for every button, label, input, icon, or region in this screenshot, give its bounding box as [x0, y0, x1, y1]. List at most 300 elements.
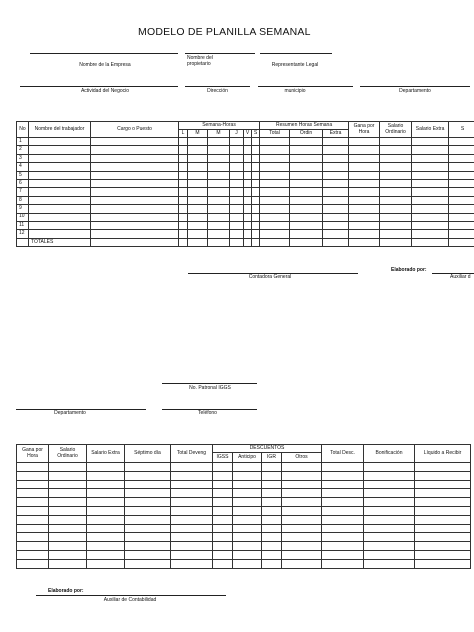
- table-cell: [29, 138, 91, 146]
- table-row: [17, 213, 474, 221]
- table-cell: [87, 463, 125, 472]
- table-cell: [171, 524, 213, 533]
- table-row: [17, 463, 471, 472]
- table-cell: [17, 489, 49, 498]
- table-cell: [230, 146, 244, 154]
- table-cell: [349, 146, 380, 154]
- table-cell: [29, 188, 91, 196]
- table-cell: [322, 533, 364, 542]
- table-cell: [87, 480, 125, 489]
- table-cell: [125, 489, 171, 498]
- col-septimo: Séptimo día: [125, 445, 171, 463]
- table-cell: [230, 188, 244, 196]
- table-cell: [364, 524, 415, 533]
- table-cell: [213, 559, 233, 568]
- table-cell: [282, 498, 322, 507]
- table-cell: [260, 205, 290, 213]
- col-gana-hora: Gana por Hora: [349, 122, 380, 138]
- table-cell: [290, 230, 323, 238]
- table-cell: [188, 171, 208, 179]
- table-cell: [290, 154, 323, 162]
- table-cell: [244, 146, 252, 154]
- table-cell: [171, 515, 213, 524]
- table-cell: [208, 230, 230, 238]
- table-row: [17, 559, 471, 568]
- table-cell: [415, 489, 471, 498]
- table-cell: [188, 205, 208, 213]
- table-cell: [208, 154, 230, 162]
- table-cell: [349, 221, 380, 229]
- hours-table: [16, 121, 474, 247]
- table-cell: [322, 506, 364, 515]
- signature-line: [20, 86, 178, 87]
- table-cell: [179, 154, 188, 162]
- table-cell: [364, 515, 415, 524]
- table-row: [17, 480, 471, 489]
- label-elaborado-2: Elaborado por:: [48, 588, 84, 594]
- table-cell: [282, 550, 322, 559]
- table-cell: [87, 524, 125, 533]
- table-cell: [188, 154, 208, 162]
- table-cell: [380, 213, 412, 221]
- table-cell: [282, 489, 322, 498]
- table-cell: [260, 154, 290, 162]
- table-cell: [188, 138, 208, 146]
- table-cell: [449, 163, 474, 171]
- table-cell: [449, 213, 474, 221]
- col-gana-hora: Gana por Hora: [17, 445, 49, 463]
- table-cell: [323, 221, 349, 229]
- table-cell: [262, 489, 282, 498]
- table-cell: [364, 506, 415, 515]
- table-cell: [230, 196, 244, 204]
- col-day: V: [244, 130, 252, 138]
- table-cell: [179, 146, 188, 154]
- table-cell: [17, 506, 49, 515]
- table-cell: [412, 163, 449, 171]
- table-cell: [415, 559, 471, 568]
- col-bonificacion: Bonificación: [364, 445, 415, 463]
- col-desc: IGSS: [213, 453, 233, 463]
- label-direccion: Dirección: [207, 88, 228, 94]
- table-cell: [322, 524, 364, 533]
- table-cell: [230, 230, 244, 238]
- table-row: [17, 533, 471, 542]
- table-cell: [233, 480, 262, 489]
- col-day: M: [188, 130, 208, 138]
- table-row: [17, 524, 471, 533]
- table-cell: [322, 480, 364, 489]
- table-cell: [244, 163, 252, 171]
- table-row: [17, 550, 471, 559]
- table-cell: [125, 550, 171, 559]
- table-cell: [233, 533, 262, 542]
- table-cell: [412, 171, 449, 179]
- table-cell: [380, 163, 412, 171]
- table-cell: [260, 171, 290, 179]
- table-cell: [364, 559, 415, 568]
- table-cell: [29, 230, 91, 238]
- table-row: [17, 163, 474, 171]
- table-cell: [91, 221, 179, 229]
- table-cell: [91, 154, 179, 162]
- table-cell: [188, 221, 208, 229]
- table-cell: [91, 163, 179, 171]
- table-cell: [260, 230, 290, 238]
- table-cell: [262, 506, 282, 515]
- table-cell: [17, 480, 49, 489]
- table-cell: [208, 179, 230, 187]
- table-cell: [87, 559, 125, 568]
- table-cell: [349, 205, 380, 213]
- table-cell: [87, 533, 125, 542]
- table-row: [17, 196, 474, 204]
- table-cell: [282, 515, 322, 524]
- table-cell: [412, 138, 449, 146]
- signature-line: [185, 86, 250, 87]
- table-cell: [323, 205, 349, 213]
- table-cell: [449, 146, 474, 154]
- table-cell: [230, 221, 244, 229]
- table-cell: [252, 213, 260, 221]
- table-cell: [349, 179, 380, 187]
- row-number: 11: [17, 221, 29, 229]
- table-cell: [230, 171, 244, 179]
- row-number: 1: [17, 138, 29, 146]
- table-cell: [125, 533, 171, 542]
- table-cell: [323, 146, 349, 154]
- table-cell: [213, 550, 233, 559]
- table-cell: [233, 515, 262, 524]
- table-cell: [322, 463, 364, 472]
- table-cell: [415, 463, 471, 472]
- col-day: J: [230, 130, 244, 138]
- table-cell: [244, 188, 252, 196]
- table-cell: [188, 213, 208, 221]
- table-cell: [213, 498, 233, 507]
- table-cell: [125, 506, 171, 515]
- table-cell: [415, 515, 471, 524]
- table-cell: [233, 498, 262, 507]
- table-cell: [213, 506, 233, 515]
- table-cell: [171, 498, 213, 507]
- table-cell: [449, 205, 474, 213]
- table-cell: [179, 213, 188, 221]
- table-cell: [171, 471, 213, 480]
- table-cell: [213, 515, 233, 524]
- table-cell: [449, 138, 474, 146]
- table-cell: [17, 542, 49, 551]
- table-cell: [230, 154, 244, 162]
- col-cargo: Cargo o Puesto: [91, 122, 179, 138]
- table-cell: [282, 524, 322, 533]
- table-row: [17, 154, 474, 162]
- table-cell: [29, 205, 91, 213]
- table-cell: [125, 498, 171, 507]
- table-cell: [29, 221, 91, 229]
- label-empresa: Nombre de la Empresa: [79, 62, 131, 68]
- col-res: Ordin: [290, 130, 323, 138]
- table-cell: [349, 171, 380, 179]
- table-cell: [208, 221, 230, 229]
- table-cell: [380, 179, 412, 187]
- table-cell: [91, 171, 179, 179]
- label-departamento: Departamento: [399, 88, 431, 94]
- table-cell: [262, 480, 282, 489]
- table-cell: [252, 138, 260, 146]
- table-cell: [29, 171, 91, 179]
- table-cell: [412, 154, 449, 162]
- table-cell: [125, 471, 171, 480]
- table-cell: [349, 213, 380, 221]
- table-cell: [323, 196, 349, 204]
- table-cell: [188, 196, 208, 204]
- table-cell: [323, 154, 349, 162]
- table-cell: [449, 221, 474, 229]
- col-res: Total: [260, 130, 290, 138]
- table-row: [17, 498, 471, 507]
- table-cell: [179, 205, 188, 213]
- table-row: [17, 171, 474, 179]
- table-cell: [125, 559, 171, 568]
- table-cell: [323, 213, 349, 221]
- signature-line: [258, 86, 353, 87]
- table-cell: [213, 480, 233, 489]
- table-cell: [364, 480, 415, 489]
- table-cell: [17, 533, 49, 542]
- table-cell: [49, 550, 87, 559]
- table-cell: [49, 480, 87, 489]
- col-salario-extra: Salario Extra: [87, 445, 125, 463]
- table-cell: [323, 163, 349, 171]
- col-day: L: [179, 130, 188, 138]
- table-cell: [230, 205, 244, 213]
- table-cell: [233, 550, 262, 559]
- table-cell: [17, 471, 49, 480]
- table-cell: [171, 463, 213, 472]
- table-cell: [252, 146, 260, 154]
- row-number: 3: [17, 154, 29, 162]
- table-cell: [415, 542, 471, 551]
- table-row: [17, 179, 474, 187]
- table-cell: [282, 471, 322, 480]
- row-number: 4: [17, 163, 29, 171]
- table-cell: [49, 542, 87, 551]
- label-municipio: municipio: [284, 88, 306, 94]
- table-cell: [91, 138, 179, 146]
- table-cell: [17, 524, 49, 533]
- table-cell: [364, 489, 415, 498]
- table-cell: [233, 463, 262, 472]
- table-cell: [188, 188, 208, 196]
- col-day: M: [208, 130, 230, 138]
- table-cell: [208, 196, 230, 204]
- table-cell: [29, 163, 91, 171]
- table-cell: [449, 230, 474, 238]
- table-cell: [262, 471, 282, 480]
- table-cell: [349, 188, 380, 196]
- table-cell: [179, 171, 188, 179]
- table-cell: [244, 154, 252, 162]
- col-day: S: [252, 130, 260, 138]
- table-cell: [17, 515, 49, 524]
- table-cell: [244, 138, 252, 146]
- table-cell: [262, 533, 282, 542]
- col-desc: Otros: [282, 453, 322, 463]
- salary-table: [16, 444, 471, 569]
- table-cell: [87, 515, 125, 524]
- table-cell: [262, 550, 282, 559]
- totales-label: TOTALES: [29, 238, 91, 246]
- table-cell: [91, 230, 179, 238]
- table-row: [17, 515, 471, 524]
- table-cell: [87, 489, 125, 498]
- table-cell: [49, 559, 87, 568]
- table-cell: [179, 188, 188, 196]
- table-cell: [91, 205, 179, 213]
- table-cell: [282, 559, 322, 568]
- table-cell: [322, 471, 364, 480]
- table-cell: [208, 163, 230, 171]
- table-cell: [233, 506, 262, 515]
- table-cell: [252, 196, 260, 204]
- table-cell: [380, 196, 412, 204]
- table-cell: [380, 138, 412, 146]
- col-nombre: Nombre del trabajador: [29, 122, 91, 138]
- table-row: [17, 146, 474, 154]
- table-row: [17, 230, 474, 238]
- table-cell: [252, 179, 260, 187]
- col-resumen: Resumen Horas Semana: [260, 122, 349, 130]
- table-cell: [282, 463, 322, 472]
- table-cell: [290, 179, 323, 187]
- table-cell: [380, 188, 412, 196]
- table-row: [17, 489, 471, 498]
- label-auxiliar-contabilidad: Auxiliar de Contabilidad: [103, 597, 157, 603]
- table-cell: [244, 179, 252, 187]
- signature-line: [260, 53, 332, 54]
- table-cell: [17, 559, 49, 568]
- table-cell: [322, 498, 364, 507]
- table-cell: [87, 498, 125, 507]
- table-cell: [29, 196, 91, 204]
- table-cell: [179, 196, 188, 204]
- table-cell: [91, 146, 179, 154]
- table-cell: [125, 480, 171, 489]
- table-cell: [322, 515, 364, 524]
- signature-line: [360, 86, 470, 87]
- table-cell: [49, 533, 87, 542]
- table-cell: [260, 163, 290, 171]
- table-cell: [49, 515, 87, 524]
- table-cell: [252, 230, 260, 238]
- table-cell: [415, 498, 471, 507]
- table-cell: [49, 471, 87, 480]
- label-contadora: Contadora General: [248, 274, 292, 280]
- table-cell: [415, 506, 471, 515]
- table-cell: [244, 230, 252, 238]
- table-cell: [449, 188, 474, 196]
- table-cell: [290, 171, 323, 179]
- table-cell: [364, 542, 415, 551]
- table-cell: [290, 188, 323, 196]
- table-cell: [244, 171, 252, 179]
- table-cell: [290, 213, 323, 221]
- table-cell: [125, 515, 171, 524]
- table-cell: [290, 196, 323, 204]
- table-cell: [171, 506, 213, 515]
- table-cell: [252, 154, 260, 162]
- table-cell: [252, 221, 260, 229]
- label-auxiliar: Auxiliar d: [450, 274, 471, 280]
- table-row: [17, 542, 471, 551]
- table-cell: [208, 213, 230, 221]
- table-cell: [412, 196, 449, 204]
- table-cell: [233, 559, 262, 568]
- col-liquido: Líquido a Recibir: [415, 445, 471, 463]
- table-cell: [412, 188, 449, 196]
- table-cell: [179, 221, 188, 229]
- table-cell: [282, 533, 322, 542]
- table-cell: [179, 230, 188, 238]
- table-cell: [349, 163, 380, 171]
- table-cell: [213, 471, 233, 480]
- table-cell: [49, 463, 87, 472]
- table-cell: [322, 542, 364, 551]
- table-cell: [252, 188, 260, 196]
- table-cell: [412, 213, 449, 221]
- label-telefono: Teléfono: [198, 410, 217, 416]
- table-cell: [364, 533, 415, 542]
- label-patronal: No. Patronal IGGS: [189, 385, 231, 391]
- table-cell: [364, 550, 415, 559]
- row-number: 9: [17, 205, 29, 213]
- table-cell: [380, 205, 412, 213]
- table-cell: [262, 463, 282, 472]
- signature-line: [185, 53, 255, 54]
- table-cell: [188, 179, 208, 187]
- table-cell: [449, 154, 474, 162]
- table-cell: [322, 559, 364, 568]
- table-cell: [252, 163, 260, 171]
- table-cell: [87, 550, 125, 559]
- table-cell: [323, 171, 349, 179]
- table-cell: [290, 221, 323, 229]
- col-total-deveng: Total Deveng: [171, 445, 213, 463]
- table-cell: [415, 533, 471, 542]
- table-cell: [29, 154, 91, 162]
- col-cut: S: [449, 122, 474, 138]
- label-actividad: Actividad del Negocio: [80, 88, 130, 94]
- table-cell: [179, 163, 188, 171]
- table-cell: [260, 221, 290, 229]
- table-cell: [282, 506, 322, 515]
- table-cell: [17, 463, 49, 472]
- table-cell: [323, 230, 349, 238]
- table-cell: [49, 498, 87, 507]
- table-cell: [91, 196, 179, 204]
- table-cell: [364, 498, 415, 507]
- table-cell: [260, 179, 290, 187]
- col-salario-ordinario: Salario Ordinario: [49, 445, 87, 463]
- table-cell: [260, 146, 290, 154]
- label-elaborado: Elaborado por:: [391, 267, 427, 273]
- table-cell: [208, 146, 230, 154]
- table-cell: [244, 196, 252, 204]
- table-cell: [364, 471, 415, 480]
- table-cell: [290, 205, 323, 213]
- col-desc: Anticipo: [233, 453, 262, 463]
